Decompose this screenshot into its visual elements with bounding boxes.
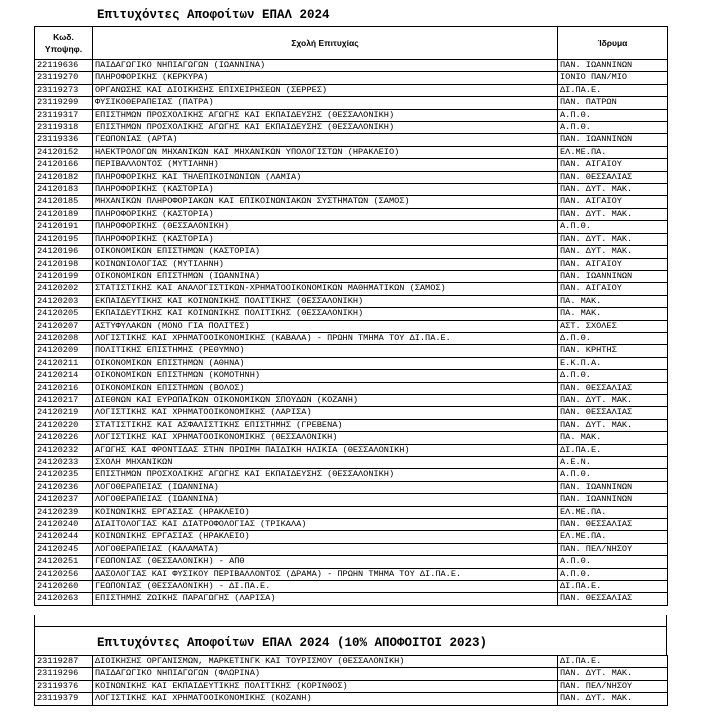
institution-cell: ΔΙ.ΠΑ.Ε. [558,444,668,456]
table-row [35,97,668,109]
school-cell: ΦΥΣΙΚΟΘΕΡΑΠΕΙΑΣ (ΠΑΤΡΑ) [93,97,558,109]
school-cell: ΠΟΛΙΤΙΚΗΣ ΕΠΙΣΤΗΜΗΣ (ΡΕΘΥΜΝΟ) [93,345,558,357]
candidate-code-cell: 24120260 [35,581,93,593]
candidate-code-cell: 24120191 [35,221,93,233]
institution-cell: ΠΑΝ. ΑΙΓΑΙΟΥ [558,283,668,295]
candidate-code-cell: 23119287 [35,656,93,668]
candidate-code-cell: 24120239 [35,506,93,518]
institution-cell: ΠΑΝ. ΑΙΓΑΙΟΥ [558,258,668,270]
institution-cell: ΠΑΝ. ΘΕΣΣΑΛΙΑΣ [558,382,668,394]
candidate-code-cell: 24120207 [35,320,93,332]
table-row [35,531,668,543]
institution-cell: ΠΑΝ. ΙΩΑΝΝΙΝΩΝ [558,134,668,146]
table-row [35,444,668,456]
institution-cell: ΠΑ. ΜΑΚ. [558,308,668,320]
school-cell: ΕΠΙΣΤΗΜΩΝ ΠΡΟΣΧΟΛΙΚΗΣ ΑΓΩΓΗΣ ΚΑΙ ΕΚΠΑΙΔΕΥΣΗΣ (ΘΕΣΣΑΛΟΝΙΚΗ) [93,109,558,121]
school-cell: ΔΙΑΙΤΟΛΟΓΙΑΣ ΚΑΙ ΔΙΑΤΡΟΦΟΛΟΓΙΑΣ (ΤΡΙΚΑΛΑ) [93,519,558,531]
table-row [35,208,668,220]
candidate-code-cell: 24120152 [35,146,93,158]
school-cell: ΠΛΗΡΟΦΟΡΙΚΗΣ ΚΑΙ ΤΗΛΕΠΙΚΟΙΝΩΝΙΩΝ (ΛΑΜΙΑ) [93,171,558,183]
table-row [35,109,668,121]
school-cell: ΟΙΚΟΝΟΜΙΚΩΝ ΕΠΙΣΤΗΜΩΝ (ΙΩΑΝΝΙΝΑ) [93,270,558,282]
school-cell: ΓΕΩΠΟΝΙΑΣ (ΘΕΣΣΑΛΟΝΙΚΗ) - ΑΠΘ [93,556,558,568]
institution-cell: ΔΙ.ΠΑ.Ε. [558,84,668,96]
table-row [35,543,668,555]
results-table-2 [34,655,668,706]
table-row [35,270,668,282]
table-row [35,134,668,146]
institution-cell: ΠΑΝ. ΠΕΛ/ΝΗΣΟΥ [558,543,668,555]
table-row [35,196,668,208]
institution-cell: ΠΑΝ. ΔΥΤ. ΜΑΚ. [558,208,668,220]
institution-cell: ΕΛ.ΜΕ.ΠΑ. [558,506,668,518]
candidate-code-cell: 24120208 [35,332,93,344]
candidate-code-cell: 24120226 [35,432,93,444]
institution-cell: Δ.Π.Θ. [558,332,668,344]
institution-cell: ΠΑΝ. ΘΕΣΣΑΛΙΑΣ [558,407,668,419]
institution-cell: ΠΑΝ. ΔΥΤ. ΜΑΚ. [558,233,668,245]
institution-cell: ΠΑΝ. ΙΩΑΝΝΙΝΩΝ [558,270,668,282]
candidate-code-cell: 24120166 [35,159,93,171]
school-cell: ΛΟΓΟΘΕΡΑΠΕΙΑΣ (ΚΑΛΑΜΑΤΑ) [93,543,558,555]
table-row [35,506,668,518]
candidate-code-cell: 24120196 [35,246,93,258]
candidate-code-cell: 24120182 [35,171,93,183]
school-cell: ΟΙΚΟΝΟΜΙΚΩΝ ΕΠΙΣΤΗΜΩΝ (ΑΘΗΝΑ) [93,357,558,369]
candidate-code-cell: 24120256 [35,568,93,580]
table-row [35,84,668,96]
results-table [34,26,668,606]
section-title-2: Επιτυχόντες Αποφοίτων ΕΠΑΛ 2024 (10% ΑΠΟΦΟΙΤΟΙ 2023) [97,636,488,650]
table-row [35,233,668,245]
candidate-code-cell: 24120198 [35,258,93,270]
candidate-code-cell: 24120235 [35,469,93,481]
candidate-code-cell: 24120195 [35,233,93,245]
table-row [35,60,668,72]
table-row [35,407,668,419]
candidate-code-cell: 24120237 [35,494,93,506]
school-cell: ΛΟΓΙΣΤΙΚΗΣ ΚΑΙ ΧΡΗΜΑΤΟΟΙΚΟΝΟΜΙΚΗΣ (ΘΕΣΣΑΛΟΝΙΚΗ) [93,432,558,444]
table-row [35,332,668,344]
column-header-institution: Ίδρυμα [558,27,668,60]
institution-cell: Α.Π.Θ. [558,556,668,568]
school-cell: ΟΡΓΑΝΩΣΗΣ ΚΑΙ ΔΙΟΙΚΗΣΗΣ ΕΠΙΧΕΙΡΗΣΕΩΝ (ΣΕΡΡΕΣ) [93,84,558,96]
institution-cell: ΠΑ. ΜΑΚ. [558,432,668,444]
institution-cell: ΠΑΝ. ΘΕΣΣΑΛΙΑΣ [558,593,668,605]
candidate-code-cell: 23119296 [35,668,93,680]
table-row [35,593,668,605]
institution-cell: ΠΑΝ. ΔΥΤ. ΜΑΚ. [558,246,668,258]
candidate-code-cell: 23119318 [35,122,93,134]
school-cell: ΚΟΙΝΩΝΙΚΗΣ ΕΡΓΑΣΙΑΣ (ΗΡΑΚΛΕΙΟ) [93,506,558,518]
candidate-code-cell: 24120209 [35,345,93,357]
table-row [35,656,668,668]
institution-cell: ΠΑΝ. ΑΙΓΑΙΟΥ [558,196,668,208]
candidate-code-cell: 24120183 [35,184,93,196]
institution-cell: ΠΑΝ. ΚΡΗΤΗΣ [558,345,668,357]
candidate-code-cell: 24120263 [35,593,93,605]
candidate-code-cell: 24120189 [35,208,93,220]
institution-cell: ΠΑΝ. ΔΥΤ. ΜΑΚ. [558,184,668,196]
institution-cell: Α.Π.Θ. [558,122,668,134]
institution-cell: ΠΑΝ. ΠΕΛ/ΝΗΣΟΥ [558,680,668,692]
candidate-code-cell: 24120211 [35,357,93,369]
column-header-code: Κωδ. Υποψηφ. [35,27,93,60]
candidate-code-cell: 24120203 [35,295,93,307]
school-cell: ΠΛΗΡΟΦΟΡΙΚΗΣ (ΚΑΣΤΟΡΙΑ) [93,208,558,220]
institution-cell: ΕΛ.ΜΕ.ΠΑ. [558,531,668,543]
candidate-code-cell: 24120214 [35,370,93,382]
candidate-code-cell: 24120217 [35,394,93,406]
table-row [35,184,668,196]
school-cell: ΟΙΚΟΝΟΜΙΚΩΝ ΕΠΙΣΤΗΜΩΝ (ΒΟΛΟΣ) [93,382,558,394]
school-cell: ΣΤΑΤΙΣΤΙΚΗΣ ΚΑΙ ΑΝΑΛΟΓΙΣΤΙΚΩΝ-ΧΡΗΜΑΤΟΟΙΚΟΝΟΜΙΚΩΝ ΜΑΘΗΜΑΤΙΚΩΝ (ΣΑΜΟΣ) [93,283,558,295]
candidate-code-cell: 23119376 [35,680,93,692]
school-cell: ΛΟΓΟΘΕΡΑΠΕΙΑΣ (ΙΩΑΝΝΙΝΑ) [93,494,558,506]
institution-cell: ΠΑ. ΜΑΚ. [558,295,668,307]
school-cell: ΠΛΗΡΟΦΟΡΙΚΗΣ (ΚΑΣΤΟΡΙΑ) [93,184,558,196]
institution-cell: ΠΑΝ. ΔΥΤ. ΜΑΚ. [558,419,668,431]
table-row [35,122,668,134]
table-row [35,432,668,444]
candidate-code-cell: 24120219 [35,407,93,419]
table-row [35,382,668,394]
candidate-code-cell: 23119299 [35,97,93,109]
school-cell: ΓΕΩΠΟΝΙΑΣ (ΑΡΤΑ) [93,134,558,146]
candidate-code-cell: 24120185 [35,196,93,208]
candidate-code-cell: 22119636 [35,60,93,72]
school-cell: ΕΠΙΣΤΗΜΩΝ ΠΡΟΣΧΟΛΙΚΗΣ ΑΓΩΓΗΣ ΚΑΙ ΕΚΠΑΙΔΕΥΣΗΣ (ΘΕΣΣΑΛΟΝΙΚΗ) [93,469,558,481]
table-row [35,494,668,506]
table-row [35,283,668,295]
institution-cell: ΑΣΤ. ΣΧΟΛΕΣ [558,320,668,332]
separator-line [34,626,667,627]
institution-cell: Δ.Π.Θ. [558,370,668,382]
candidate-code-cell: 24120240 [35,519,93,531]
institution-cell: Α.Π.Θ. [558,109,668,121]
candidate-code-cell: 24120202 [35,283,93,295]
school-cell: ΣΧΟΛΗ ΜΗΧΑΝΙΚΩΝ [93,457,558,469]
candidate-code-cell: 24120251 [35,556,93,568]
table-row [35,668,668,680]
candidate-code-cell: 23119270 [35,72,93,84]
candidate-code-cell: 24120244 [35,531,93,543]
table-row [35,519,668,531]
institution-cell: ΠΑΝ. ΠΑΤΡΩΝ [558,97,668,109]
school-cell: ΟΙΚΟΝΟΜΙΚΩΝ ΕΠΙΣΤΗΜΩΝ (ΚΑΣΤΟΡΙΑ) [93,246,558,258]
table-row [35,320,668,332]
school-cell: ΕΠΙΣΤΗΜΩΝ ΠΡΟΣΧΟΛΙΚΗΣ ΑΓΩΓΗΣ ΚΑΙ ΕΚΠΑΙΔΕΥΣΗΣ (ΘΕΣΣΑΛΟΝΙΚΗ) [93,122,558,134]
school-cell: ΛΟΓΙΣΤΙΚΗΣ ΚΑΙ ΧΡΗΜΑΤΟΟΙΚΟΝΟΜΙΚΗΣ (ΚΟΖΑΝΗ) [93,693,558,705]
school-cell: ΠΛΗΡΟΦΟΡΙΚΗΣ (ΚΑΣΤΟΡΙΑ) [93,233,558,245]
table-row [35,469,668,481]
school-cell: ΠΛΗΡΟΦΟΡΙΚΗΣ (ΘΕΣΣΑΛΟΝΙΚΗ) [93,221,558,233]
school-cell: ΚΟΙΝΩΝΙΟΛΟΓΙΑΣ (ΜΥΤΙΛΗΝΗ) [93,258,558,270]
institution-cell: ΔΙ.ΠΑ.Ε. [558,581,668,593]
school-cell: ΓΕΩΠΟΝΙΑΣ (ΘΕΣΣΑΛΟΝΙΚΗ) - ΔΙ.ΠΑ.Ε. [93,581,558,593]
table-row [35,258,668,270]
table-row [35,568,668,580]
candidate-code-cell: 23119336 [35,134,93,146]
table-row [35,295,668,307]
school-cell: ΔΙΕΘΝΩΝ ΚΑΙ ΕΥΡΩΠΑΪΚΩΝ ΟΙΚΟΝΟΜΙΚΩΝ ΣΠΟΥΔΩΝ (ΚΟΖΑΝΗ) [93,394,558,406]
institution-cell: Α.Π.Θ. [558,221,668,233]
institution-cell: ΕΛ.ΜΕ.ΠΑ. [558,146,668,158]
table-row [35,581,668,593]
table-row [35,419,668,431]
candidate-code-cell: 24120216 [35,382,93,394]
school-cell: ΠΑΙΔΑΓΩΓΙΚΟ ΝΗΠΙΑΓΩΓΩΝ (ΙΩΑΝΝΙΝΑ) [93,60,558,72]
table-row [35,556,668,568]
institution-cell: ΠΑΝ. ΙΩΑΝΝΙΝΩΝ [558,60,668,72]
candidate-code-cell: 24120233 [35,457,93,469]
candidate-code-cell: 24120205 [35,308,93,320]
school-cell: ΚΟΙΝΩΝΙΚΗΣ ΕΡΓΑΣΙΑΣ (ΗΡΑΚΛΕΙΟ) [93,531,558,543]
candidate-code-cell: 24120220 [35,419,93,431]
table-row [35,308,668,320]
table-row [35,394,668,406]
school-cell: ΠΕΡΙΒΑΛΛΟΝΤΟΣ (ΜΥΤΙΛΗΝΗ) [93,159,558,171]
school-cell: ΔΑΣΟΛΟΓΙΑΣ ΚΑΙ ΦΥΣΙΚΟΥ ΠΕΡΙΒΑΛΛΟΝΤΟΣ (ΔΡΑΜΑ) - ΠΡΩΗΝ ΤΜΗΜΑ ΤΟΥ ΔΙ.ΠΑ.Ε. [93,568,558,580]
candidate-code-cell: 24120232 [35,444,93,456]
table-row [35,146,668,158]
table-row [35,345,668,357]
institution-cell: ΠΑΝ. ΔΥΤ. ΜΑΚ. [558,693,668,705]
table-row [35,72,668,84]
institution-cell: Α.Ε.Ν. [558,457,668,469]
candidate-code-cell: 23119317 [35,109,93,121]
school-cell: ΛΟΓΙΣΤΙΚΗΣ ΚΑΙ ΧΡΗΜΑΤΟΟΙΚΟΝΟΜΙΚΗΣ (ΛΑΡΙΣΑ) [93,407,558,419]
school-cell: ΣΤΑΤΙΣΤΙΚΗΣ ΚΑΙ ΑΣΦΑΛΙΣΤΙΚΗΣ ΕΠΙΣΤΗΜΗΣ (ΓΡΕΒΕΝΑ) [93,419,558,431]
school-cell: ΕΚΠΑΙΔΕΥΤΙΚΗΣ ΚΑΙ ΚΟΙΝΩΝΙΚΗΣ ΠΟΛΙΤΙΚΗΣ (ΘΕΣΣΑΛΟΝΙΚΗ) [93,308,558,320]
table-row [35,221,668,233]
table-row [35,159,668,171]
institution-cell: Α.Π.Θ. [558,568,668,580]
institution-cell: Α.Π.Θ. [558,469,668,481]
school-cell: ΔΙΟΙΚΗΣΗΣ ΟΡΓΑΝΙΣΜΩΝ, ΜΑΡΚΕΤΙΝΓΚ ΚΑΙ ΤΟΥΡΙΣΜΟΥ (ΘΕΣΣΑΛΟΝΙΚΗ) [93,656,558,668]
institution-cell: Ε.Κ.Π.Α. [558,357,668,369]
candidate-code-cell: 24120199 [35,270,93,282]
school-cell: ΑΣΤΥΦΥΛΑΚΩΝ (ΜΟΝΟ ΓΙΑ ΠΟΛΙΤΕΣ) [93,320,558,332]
table-row [35,457,668,469]
school-cell: ΚΟΙΝΩΝΙΚΗΣ ΚΑΙ ΕΚΠΑΙΔΕΥΤΙΚΗΣ ΠΟΛΙΤΙΚΗΣ (ΚΟΡΙΝΘΟΣ) [93,680,558,692]
school-cell: ΜΗΧΑΝΙΚΩΝ ΠΛΗΡΟΦΟΡΙΑΚΩΝ ΚΑΙ ΕΠΙΚΟΙΝΩΝΙΑΚΩΝ ΣΥΣΤΗΜΑΤΩΝ (ΣΑΜΟΣ) [93,196,558,208]
table-row [35,357,668,369]
institution-cell: ΙΟΝΙΟ ΠΑΝ/ΜΙΟ [558,72,668,84]
institution-cell: ΠΑΝ. ΔΥΤ. ΜΑΚ. [558,668,668,680]
candidate-code-cell: 23119273 [35,84,93,96]
candidate-code-cell: 24120236 [35,481,93,493]
institution-cell: ΠΑΝ. ΙΩΑΝΝΙΝΩΝ [558,481,668,493]
table-row [35,246,668,258]
column-header-school: Σχολή Επιτυχίας [93,27,558,60]
school-cell: ΛΟΓΙΣΤΙΚΗΣ ΚΑΙ ΧΡΗΜΑΤΟΟΙΚΟΝΟΜΙΚΗΣ (ΚΑΒΑΛΑ) - ΠΡΩΗΝ ΤΜΗΜΑ ΤΟΥ ΔΙ.ΠΑ.Ε. [93,332,558,344]
table-row [35,171,668,183]
table-row [35,680,668,692]
table-row [35,693,668,705]
school-cell: ΛΟΓΟΘΕΡΑΠΕΙΑΣ (ΙΩΑΝΝΙΝΑ) [93,481,558,493]
school-cell: ΟΙΚΟΝΟΜΙΚΩΝ ΕΠΙΣΤΗΜΩΝ (ΚΟΜΟΤΗΝΗ) [93,370,558,382]
institution-cell: ΠΑΝ. ΙΩΑΝΝΙΝΩΝ [558,494,668,506]
table-header-row [35,27,668,60]
school-cell: ΠΑΙΔΑΓΩΓΙΚΟ ΝΗΠΙΑΓΩΓΩΝ (ΦΛΩΡΙΝΑ) [93,668,558,680]
institution-cell: ΠΑΝ. ΘΕΣΣΑΛΙΑΣ [558,171,668,183]
institution-cell: ΠΑΝ. ΑΙΓΑΙΟΥ [558,159,668,171]
school-cell: ΕΠΙΣΤΗΜΗΣ ΖΩΙΚΗΣ ΠΑΡΑΓΩΓΗΣ (ΛΑΡΙΣΑ) [93,593,558,605]
candidate-code-cell: 24120245 [35,543,93,555]
candidate-code-cell: 23119379 [35,693,93,705]
school-cell: ΗΛΕΚΤΡΟΛΟΓΩΝ ΜΗΧΑΝΙΚΩΝ ΚΑΙ ΜΗΧΑΝΙΚΩΝ ΥΠΟΛΟΓΙΣΤΩΝ (ΗΡΑΚΛΕΙΟ) [93,146,558,158]
school-cell: ΠΛΗΡΟΦΟΡΙΚΗΣ (ΚΕΡΚΥΡΑ) [93,72,558,84]
school-cell: ΑΓΩΓΗΣ ΚΑΙ ΦΡΟΝΤΙΔΑΣ ΣΤΗΝ ΠΡΩΙΜΗ ΠΑΙΔΙΚΗ ΗΛΙΚΙΑ (ΘΕΣΣΑΛΟΝΙΚΗ) [93,444,558,456]
institution-cell: ΠΑΝ. ΔΥΤ. ΜΑΚ. [558,394,668,406]
table-row [35,370,668,382]
school-cell: ΕΚΠΑΙΔΕΥΤΙΚΗΣ ΚΑΙ ΚΟΙΝΩΝΙΚΗΣ ΠΟΛΙΤΙΚΗΣ (ΘΕΣΣΑΛΟΝΙΚΗ) [93,295,558,307]
institution-cell: ΔΙ.ΠΑ.Ε. [558,656,668,668]
table-row [35,481,668,493]
section-title: Επιτυχόντες Αποφοίτων ΕΠΑΛ 2024 [97,8,330,22]
institution-cell: ΠΑΝ. ΘΕΣΣΑΛΙΑΣ [558,519,668,531]
